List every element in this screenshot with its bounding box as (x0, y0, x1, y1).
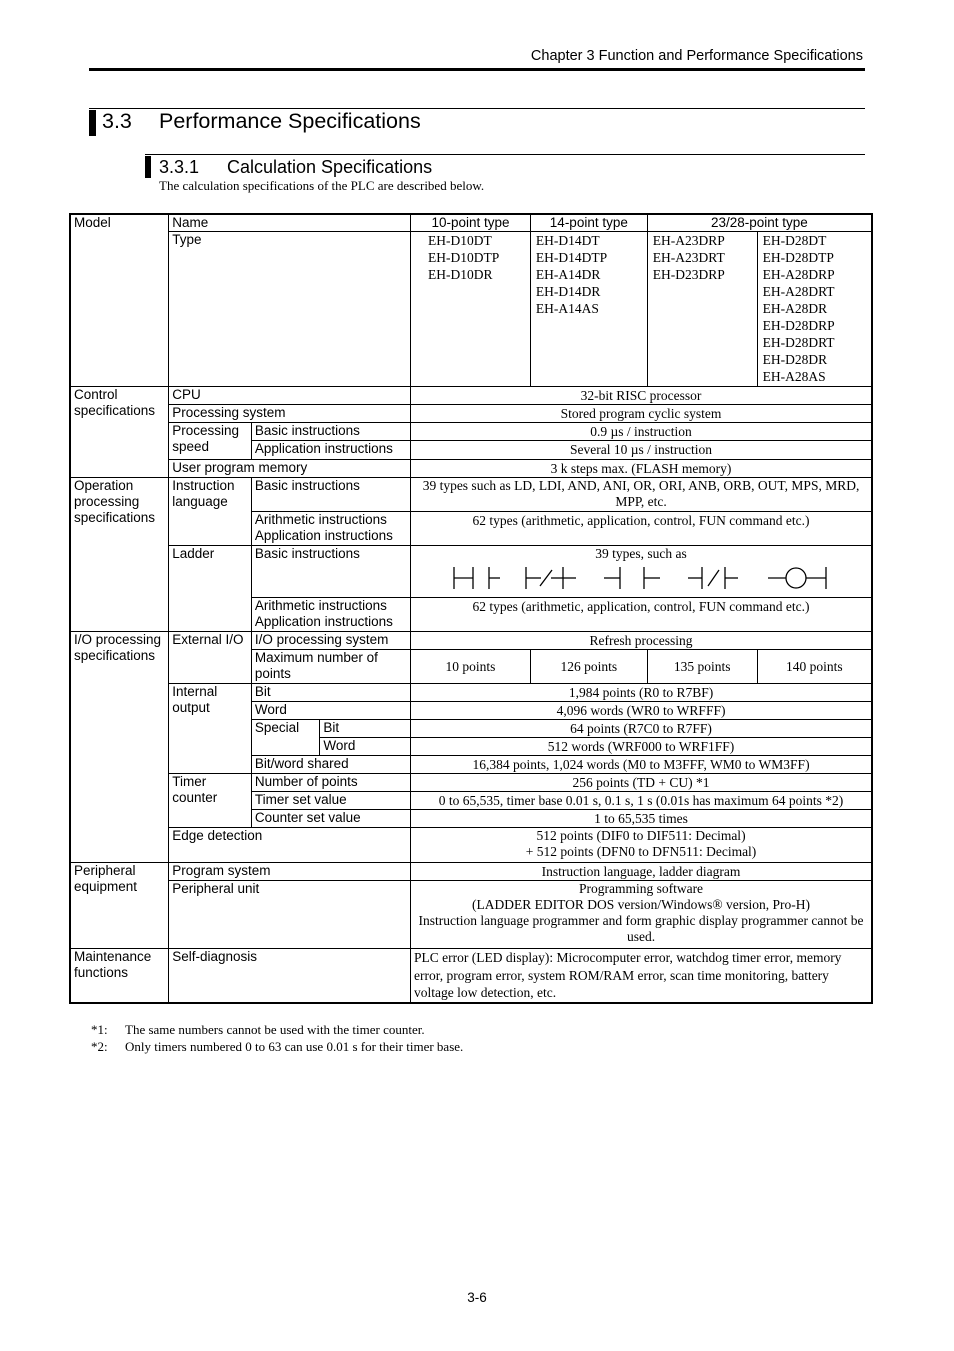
row-label-name: Name (169, 214, 411, 232)
row-label-io-processing: I/O processing system (251, 632, 410, 650)
value-ladder-basic (411, 546, 872, 598)
type-item: EH-A23DRP (652, 233, 725, 248)
row-label-basic-instructions: Basic instructions (251, 546, 410, 598)
table-row (70, 632, 872, 650)
footnote-text: Only timers numbered 0 to 63 can use 0.01 s for their timer base. (125, 1039, 464, 1054)
type-list-10pt (411, 232, 531, 387)
value-cpu: 32-bit RISC processor (411, 387, 872, 405)
value-peripheral-unit (411, 881, 872, 949)
value-timer-set-value: 0 to 65,535, timer base 0.01 s, 0.1 s, 1 s (0.01s has maximum 64 points *2) (411, 792, 872, 810)
row-label-max-points: Maximum number of points (251, 650, 410, 684)
value-word: 4,096 words (WR0 to WRFFF) (411, 702, 872, 720)
type-list-23pt (647, 232, 757, 387)
value-basic-language: 39 types such as LD, LDI, AND, ANI, OR, ORI, ANB, ORB, OUT, MPS, MRD, MPP, etc. (411, 478, 872, 512)
row-label-counter-set-value: Counter set value (251, 810, 410, 828)
value-bit-word-shared: 16,384 points, 1,024 words (M0 to M3FFF, WM0 to WM3FF) (411, 756, 872, 774)
type-item: EH-D28DR (762, 352, 828, 367)
value-max-points-10pt: 10 points (411, 650, 531, 684)
subsection-title: Calculation Specifications (227, 157, 433, 177)
row-label-special-bit: Bit (320, 720, 411, 738)
table-row (70, 684, 872, 702)
value-self-diagnosis: PLC error (LED display): Microcomputer error, watchdog timer error, memory error, program error, system ROM/RAM error, scan time monitoring, battery voltage low detection, etc. (411, 949, 872, 1003)
chapter-header: Chapter 3 Function and Performance Specifications (530, 48, 863, 64)
type-item: EH-D14DTP (535, 250, 608, 265)
row-label-timer-set-value: Timer set value (251, 792, 410, 810)
peripheral-line-2: (LADDER EDITOR DOS version/Windows® version, Pro-H) (472, 897, 810, 912)
group-control: Control specifications (70, 387, 169, 478)
row-label-special: Special (251, 720, 320, 756)
section-number: 3.3 (102, 109, 132, 133)
table-row (70, 232, 872, 387)
section-marker-bar (89, 110, 96, 136)
footnote-mark: *2: (91, 1039, 108, 1054)
row-label-processing-speed: Processing speed (169, 423, 252, 460)
header-rule (89, 68, 865, 71)
value-processing-system: Stored program cyclic system (411, 405, 872, 423)
label-arithmetic: Arithmetic instructions (254, 512, 387, 527)
col-header-23-28pt: 23/28-point type (647, 214, 872, 232)
type-item: EH-D10DTP (428, 250, 500, 265)
table-row (70, 881, 872, 949)
type-item: EH-D28DRT (762, 335, 835, 350)
row-label-application-instructions: Application instructions (251, 441, 410, 460)
table-row (70, 949, 872, 1003)
col-header-10pt: 10-point type (411, 214, 531, 232)
value-max-points-14pt: 126 points (530, 650, 647, 684)
row-label-instruction-language: Instruction language (169, 478, 252, 546)
peripheral-line-1: Programming software (578, 881, 704, 896)
row-label-basic-instructions: Basic instructions (251, 423, 410, 441)
ladder-symbols-icon (446, 564, 836, 592)
subsection-marker-bar (145, 156, 151, 178)
type-item: EH-D10DT (428, 233, 492, 248)
group-peripheral: Peripheral equipment (70, 863, 169, 949)
type-item: EH-A14AS (535, 301, 599, 316)
footnote-text: The same numbers cannot be used with the timer counter. (125, 1022, 425, 1037)
footnote (91, 1039, 463, 1055)
type-item: EH-D14DT (535, 233, 600, 248)
type-item: EH-A14DR (535, 267, 601, 282)
type-list-14pt (530, 232, 647, 387)
table-row (70, 460, 872, 478)
value-max-points-28pt: 140 points (757, 650, 872, 684)
subsection-number: 3.3.1 (159, 157, 200, 177)
row-label-cpu: CPU (169, 387, 411, 405)
value-user-program-memory: 3 k steps max. (FLASH memory) (411, 460, 872, 478)
table-row (70, 405, 872, 423)
value-arith-language: 62 types (arithmetic, application, control, FUN command etc.) (411, 512, 872, 546)
type-item: EH-D28DRP (762, 318, 835, 333)
row-label-bit: Bit (251, 684, 410, 702)
value-max-points-23pt: 135 points (647, 650, 757, 684)
row-label-program-system: Program system (169, 863, 411, 881)
footnote (91, 1022, 425, 1038)
value-bit: 1,984 points (R0 to R7BF) (411, 684, 872, 702)
group-io: I/O processing specifications (70, 632, 169, 863)
row-label-type: Type (169, 232, 411, 387)
col-header-14pt: 14-point type (530, 214, 647, 232)
row-label-basic-instructions: Basic instructions (251, 478, 410, 512)
group-operation: Operation processing specifications (70, 478, 169, 632)
table-row (70, 546, 872, 598)
row-label-peripheral-unit: Peripheral unit (169, 881, 411, 949)
type-item: EH-A23DRT (652, 250, 725, 265)
value-edge-detection (411, 828, 872, 863)
row-label-number-of-points: Number of points (251, 774, 410, 792)
table-row (70, 387, 872, 405)
type-item: EH-D23DRP (652, 267, 725, 282)
section-title: Performance Specifications (159, 109, 421, 133)
row-label-ladder: Ladder (169, 546, 252, 632)
value-special-word: 512 words (WRF000 to WRF1FF) (411, 738, 872, 756)
row-label-processing-system: Processing system (169, 405, 411, 423)
type-item: EH-D14DR (535, 284, 601, 299)
row-label-external-io: External I/O (169, 632, 252, 684)
edge-line-1: 512 points (DIF0 to DIF511: Decimal) (536, 828, 746, 843)
value-io-processing: Refresh processing (411, 632, 872, 650)
value-special-bit: 64 points (R7C0 to R7FF) (411, 720, 872, 738)
row-label-arith-app-instructions (251, 512, 410, 546)
intro-text: The calculation specifications of the PLC are described below. (159, 178, 485, 193)
value-basic-speed: 0.9 µs / instruction (411, 423, 872, 441)
type-item: EH-D10DR (428, 267, 493, 282)
type-item: EH-A28DRP (762, 267, 835, 282)
value-application-speed: Several 10 µs / instruction (411, 441, 872, 460)
label-arithmetic: Arithmetic instructions (254, 598, 387, 613)
value-counter-set-value: 1 to 65,535 times (411, 810, 872, 828)
value-number-of-points: 256 points (TD + CU) *1 (411, 774, 872, 792)
table-row (70, 863, 872, 881)
peripheral-line-3: Instruction language programmer and form graphic display programmer cannot be used. (418, 913, 864, 944)
table-row (70, 774, 872, 792)
table-row (70, 828, 872, 863)
group-model: Model (70, 214, 169, 387)
table-row (70, 214, 872, 232)
label-application: Application instructions (254, 614, 393, 629)
ladder-basic-text: 39 types, such as (595, 546, 687, 561)
type-list-28pt (757, 232, 872, 387)
row-label-timer-counter: Timer counter (169, 774, 252, 828)
spec-table (69, 213, 873, 1004)
type-item: EH-A28DR (762, 301, 828, 316)
type-item: EH-A28DRT (762, 284, 835, 299)
page-number: 3-6 (467, 1290, 487, 1305)
subsection-rule (145, 154, 865, 155)
value-ladder-arith: 62 types (arithmetic, application, control, FUN command etc.) (411, 598, 872, 632)
edge-line-2: + 512 points (DFN0 to DFN511: Decimal) (525, 844, 757, 859)
type-item: EH-D28DT (762, 233, 827, 248)
row-label-special-word: Word (320, 738, 411, 756)
value-program-system: Instruction language, ladder diagram (411, 863, 872, 881)
type-item: EH-A28AS (762, 369, 826, 384)
row-label-bit-word-shared: Bit/word shared (251, 756, 410, 774)
row-label-user-program-memory: User program memory (169, 460, 411, 478)
group-maintenance: Maintenance functions (70, 949, 169, 1003)
footnote-mark: *1: (91, 1022, 108, 1037)
table-row (70, 423, 872, 441)
row-label-word: Word (251, 702, 410, 720)
label-application: Application instructions (254, 528, 393, 543)
type-item: EH-D28DTP (762, 250, 834, 265)
row-label-self-diagnosis: Self-diagnosis (169, 949, 411, 1003)
row-label-arith-app-instructions (251, 598, 410, 632)
table-row (70, 478, 872, 512)
row-label-internal-output: Internal output (169, 684, 252, 774)
row-label-edge-detection: Edge detection (169, 828, 411, 863)
